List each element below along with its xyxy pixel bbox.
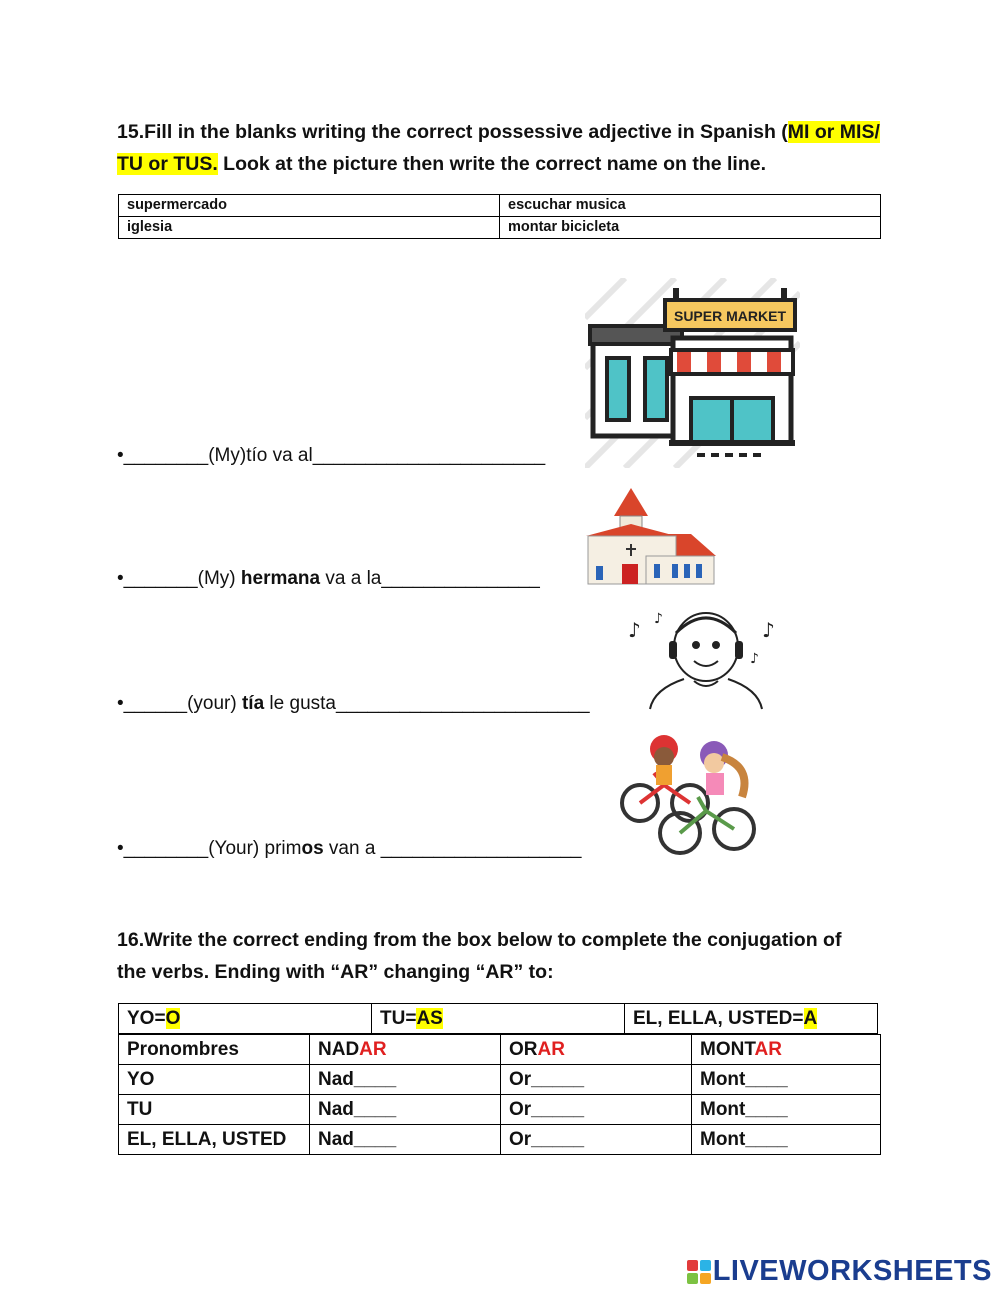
answer-cell[interactable]: Or_____ <box>501 1125 692 1155</box>
ending-value: O <box>165 1008 181 1029</box>
logo-text: LIVEWORKSHEETS <box>712 1255 992 1287</box>
bullet: • <box>117 838 124 859</box>
svg-text:♪: ♪ <box>628 618 641 642</box>
pronoun-cell: EL, ELLA, USTED <box>119 1125 310 1155</box>
hint: (My) <box>208 445 247 466</box>
sentence-text: van a <box>323 838 381 859</box>
vocab-cell: iglesia <box>119 217 500 239</box>
sentence-text: va a la <box>320 568 382 589</box>
supermarket-picture <box>585 278 800 468</box>
possessive-blank[interactable]: ______ <box>123 693 188 714</box>
sentence-3 <box>117 693 590 715</box>
sentence-2 <box>117 568 540 590</box>
ending-cell <box>372 1004 625 1034</box>
answer-cell[interactable]: Nad____ <box>310 1125 501 1155</box>
answer-cell[interactable]: Or_____ <box>501 1095 692 1125</box>
hint: (Your) prim <box>208 838 302 859</box>
answer-cell[interactable]: Mont____ <box>692 1065 881 1095</box>
table-header-row <box>119 1035 881 1065</box>
q15-suffix: Look at the picture then write the correct name on the line. <box>217 153 767 175</box>
church-picture <box>576 486 718 588</box>
answer-blank[interactable]: ______________________ <box>312 445 546 466</box>
answer-cell[interactable]: Mont____ <box>692 1095 881 1125</box>
ending-label: EL, ELLA, USTED= <box>633 1008 804 1029</box>
svg-text:♪: ♪ <box>750 651 759 667</box>
music-listener-picture <box>624 603 786 715</box>
question-15-title <box>117 116 887 180</box>
hint: (My) <box>197 568 241 589</box>
answer-cell[interactable]: Nad____ <box>310 1065 501 1095</box>
sentence-4 <box>117 838 581 860</box>
ending-value: AS <box>416 1008 443 1029</box>
hint: (your) <box>187 693 242 714</box>
ending-cell <box>119 1004 372 1034</box>
bold-word: hermana <box>240 568 321 589</box>
svg-text:♪: ♪ <box>654 611 663 627</box>
verb-stem: OR <box>509 1039 538 1060</box>
ending-value: A <box>803 1008 818 1029</box>
q15-highlight: MI or MIS/ TU or TUS. <box>117 121 880 175</box>
bullet: • <box>117 568 124 589</box>
verb-ending: AR <box>754 1039 782 1060</box>
pronoun-cell: TU <box>119 1095 310 1125</box>
ending-label: TU= <box>380 1008 417 1029</box>
vocab-cell: montar bicicleta <box>500 217 881 239</box>
conjugation-table <box>118 1034 881 1155</box>
answer-cell[interactable]: Or_____ <box>501 1065 692 1095</box>
endings-table <box>118 1003 878 1034</box>
table-row <box>119 1125 881 1155</box>
header-cell <box>501 1035 692 1065</box>
table-row <box>119 195 881 217</box>
bullet: • <box>117 445 124 466</box>
answer-cell[interactable]: Mont____ <box>692 1125 881 1155</box>
possessive-blank[interactable]: ________ <box>123 838 209 859</box>
svg-text:♪: ♪ <box>762 618 775 642</box>
vocab-cell: escuchar musica <box>500 195 881 217</box>
ending-label: YO= <box>127 1008 166 1029</box>
sentence-text: tío va al <box>246 445 313 466</box>
answer-blank[interactable]: _______________ <box>381 568 540 589</box>
table-row <box>119 1095 881 1125</box>
q16-line-1: 16.Write the correct ending from the box below to complete the conjugation of <box>117 929 842 951</box>
header-cell: Pronombres <box>119 1035 310 1065</box>
table-row <box>119 1004 878 1034</box>
vocab-table <box>118 194 881 239</box>
bold-word: tía <box>241 693 265 714</box>
pronoun-cell: YO <box>119 1065 310 1095</box>
table-row <box>119 217 881 239</box>
logo-icon <box>687 1260 711 1284</box>
bold-word: os <box>301 838 324 859</box>
verb-ending: AR <box>359 1039 387 1060</box>
vocab-cell: supermercado <box>119 195 500 217</box>
liveworksheets-logo[interactable] <box>687 1255 992 1288</box>
answer-blank[interactable]: ________________________ <box>335 693 590 714</box>
header-cell <box>692 1035 881 1065</box>
possessive-blank[interactable]: ________ <box>123 445 209 466</box>
supermarket-sign: SUPER MARKET <box>673 308 787 324</box>
bullet: • <box>117 693 124 714</box>
answer-blank[interactable]: ___________________ <box>380 838 582 859</box>
answer-cell[interactable]: Nad____ <box>310 1095 501 1125</box>
bicycle-picture <box>614 733 766 859</box>
question-16-title <box>117 924 907 988</box>
verb-stem: MONT <box>700 1039 755 1060</box>
q15-prefix: 15.Fill in the blanks writing the correct possessive adjective in Spanish ( <box>117 121 788 143</box>
possessive-blank[interactable]: _______ <box>123 568 198 589</box>
ending-cell <box>625 1004 878 1034</box>
sentence-text: le gusta <box>264 693 336 714</box>
sentence-1 <box>117 445 545 467</box>
table-row <box>119 1065 881 1095</box>
header-cell <box>310 1035 501 1065</box>
q16-line-2: the verbs. Ending with “AR” changing “AR” to: <box>117 961 554 983</box>
verb-stem: NAD <box>318 1039 360 1060</box>
verb-ending: AR <box>537 1039 565 1060</box>
